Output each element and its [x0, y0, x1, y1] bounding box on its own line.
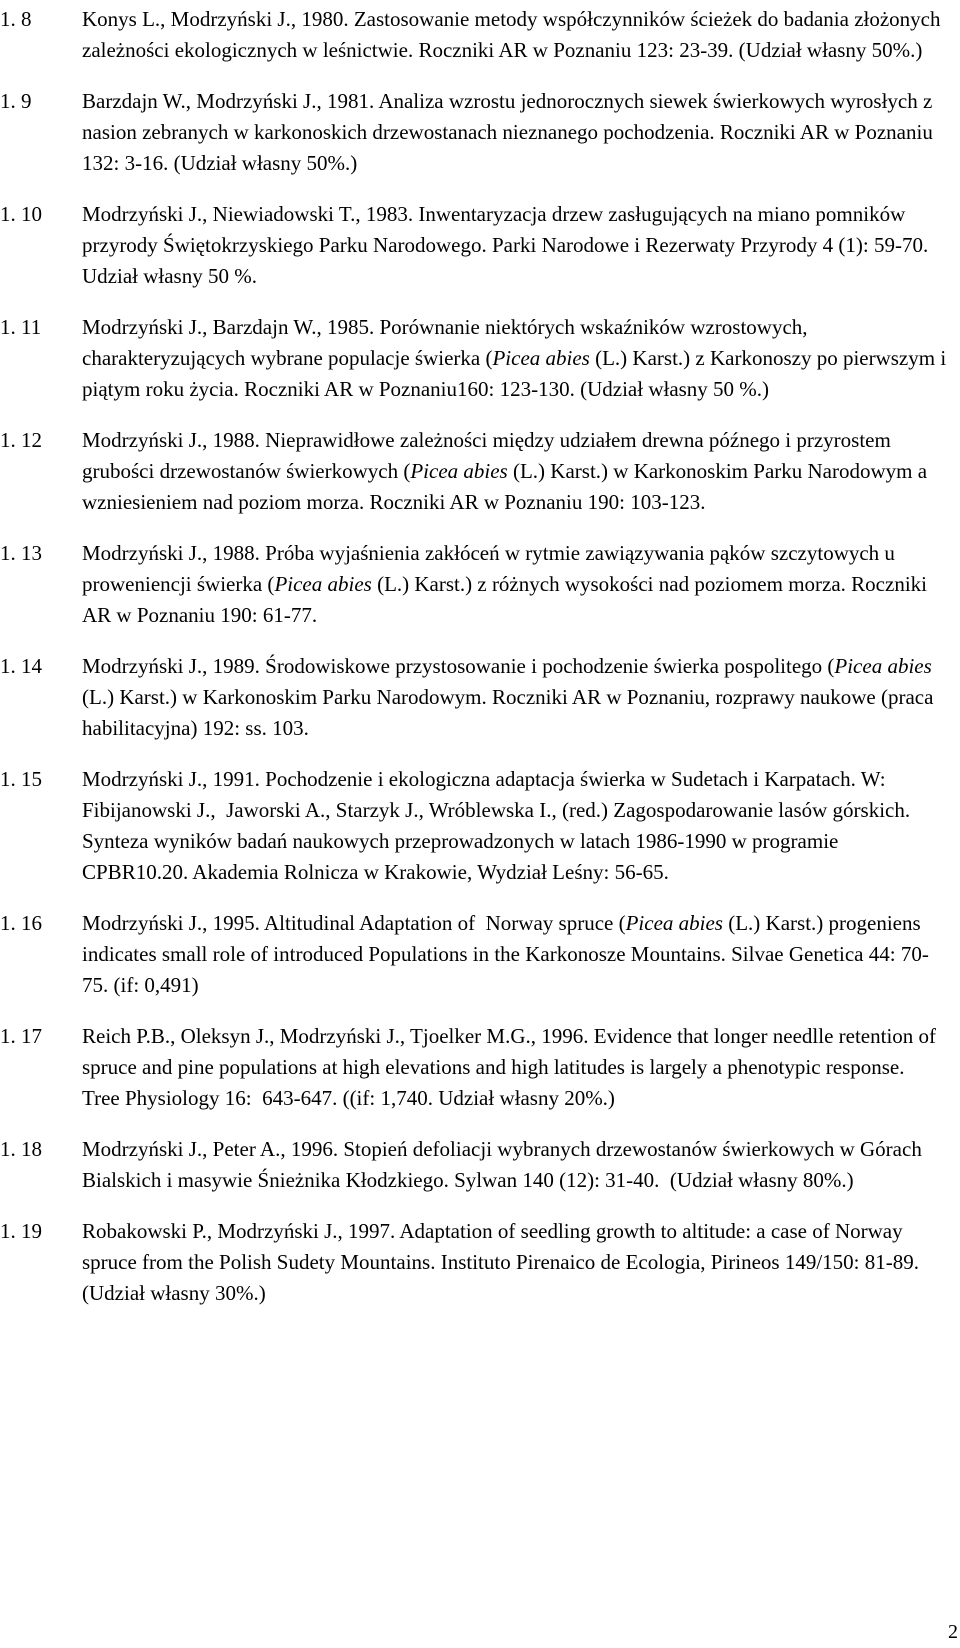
reference-item — [0, 764, 952, 888]
reference-number: 1. 8 — [0, 7, 32, 31]
reference-number: 1. 13 — [0, 541, 42, 565]
species-name-italic: Picea abies — [410, 459, 508, 483]
reference-number: 1. 19 — [0, 1219, 42, 1243]
reference-text-segment: Modrzyński J., 1988. Próba wyjaśnienia zakłóceń w rytmie zawiązywania pąków szczytowych u proweniencji świerka ( — [82, 541, 901, 596]
reference-text-segment: (L.) Karst.) w Karkonoskim Parku Narodowym. Roczniki AR w Poznaniu, rozprawy naukowe (praca habilitacyjna) 192: ss. 103. — [82, 654, 939, 740]
reference-text — [82, 1216, 947, 1309]
reference-text — [82, 764, 947, 888]
reference-text-segment: (L.) Karst.) w Karkonoskim Parku Narodowym a wzniesieniem nad poziom morza. Roczniki AR w Poznaniu 190: 103-123. — [82, 459, 933, 514]
reference-item — [0, 908, 952, 1001]
reference-text — [82, 651, 947, 744]
reference-text — [82, 425, 947, 518]
reference-item — [0, 1216, 952, 1309]
species-name-italic: Picea abies — [834, 654, 932, 678]
reference-number: 1. 9 — [0, 89, 32, 113]
reference-text-segment: Reich P.B., Oleksyn J., Modrzyński J., Tjoelker M.G., 1996. Evidence that longer needlle retention of spruce and pine populations at high elevations and high latitudes is largely a phenotypic response. Tree Physiology 16: 643-647. ((if: 1,740. Udział własny 20%.) — [82, 1024, 942, 1110]
reference-text-segment: (L.) Karst.) z Karkonoszy po pierwszym i piątym roku życia. Roczniki AR w Poznaniu160: 123-130. (Udział własny 50 %.) — [82, 346, 952, 401]
species-name-italic: Picea abies — [492, 346, 590, 370]
reference-text-segment: Modrzyński J., Niewiadowski T., 1983. Inwentaryzacja drzew zasługujących na miano pomników przyrody Świętokrzyskiego Parku Narodowego. Parki Narodowe i Rezerwaty Przyrody 4 (1): 59-70. Udział własny 50 %. — [82, 202, 934, 288]
reference-number: 1. 15 — [0, 767, 42, 791]
reference-text — [82, 199, 947, 292]
reference-item — [0, 86, 952, 179]
reference-text — [82, 1134, 947, 1196]
reference-number: 1. 11 — [0, 315, 42, 339]
reference-text — [82, 312, 952, 405]
reference-text-segment: Modrzyński J., 1991. Pochodzenie i ekologiczna adaptacja świerka w Sudetach i Karpatach. W: Fibijanowski J., Jaworski A., Starzyk J., Wróblewska I., (red.) Zagospodarowanie lasów górskich. Synteza wyników badań naukowych przeprowadzonych w latach 1986-1990 w programie CPBR10.20. Akademia Rolnicza w Krakowie, Wydział Leśny: 56-65. — [82, 767, 916, 884]
reference-item — [0, 1134, 952, 1196]
reference-item — [0, 1021, 952, 1114]
reference-number: 1. 18 — [0, 1137, 42, 1161]
reference-number: 1. 10 — [0, 202, 42, 226]
reference-text — [82, 538, 947, 631]
page-number: 2 — [948, 1621, 958, 1643]
reference-number: 1. 12 — [0, 428, 42, 452]
reference-list — [0, 4, 952, 1329]
reference-number: 1. 14 — [0, 654, 42, 678]
reference-text-segment: Barzdajn W., Modrzyński J., 1981. Analiza wzrostu jednorocznych siewek świerkowych wyrosłych z nasion zebranych w karkonoskich drzewostanach nieznanego pochodzenia. Roczniki AR w Poznaniu 132: 3-16. (Udział własny 50%.) — [82, 89, 939, 175]
reference-text-segment: Robakowski P., Modrzyński J., 1997. Adaptation of seedling growth to altitude: a case of Norway spruce from the Polish Sudety Mountains. Instituto Pirenaico de Ecologia, Pirineos 149/150: 81-89. (Udział własny 30%.) — [82, 1219, 930, 1305]
reference-item — [0, 199, 952, 292]
reference-item — [0, 4, 952, 66]
reference-text-segment: Konys L., Modrzyński J., 1980. Zastosowanie metody współczynników ścieżek do badania złożonych zależności ekologicznych w leśnictwie. Roczniki AR w Poznaniu 123: 23-39. (Udział własny 50%.) — [82, 7, 946, 62]
reference-item — [0, 538, 952, 631]
reference-text — [82, 908, 947, 1001]
reference-text-segment: (L.) Karst.) z różnych wysokości nad poziomem morza. Roczniki AR w Poznaniu 190: 61-77. — [82, 572, 932, 627]
reference-item — [0, 312, 952, 405]
species-name-italic: Picea abies — [625, 911, 723, 935]
reference-text-segment: Modrzyński J., Barzdajn W., 1985. Porównanie niektórych wskaźników wzrostowych, charakteryzujących wybrane populacje świerka ( — [82, 315, 813, 370]
reference-text-segment: Modrzyński J., 1988. Nieprawidłowe zależności między udziałem drewna późnego i przyrostem grubości drzewostanów świerkowych ( — [82, 428, 897, 483]
reference-number: 1. 17 — [0, 1024, 42, 1048]
reference-text-segment: Modrzyński J., 1989. Środowiskowe przystosowanie i pochodzenie świerka pospolitego ( — [82, 654, 835, 678]
reference-item — [0, 425, 952, 518]
reference-text-segment: (L.) Karst.) progeniens indicates small role of introduced Populations in the Karkonosze Mountains. Silvae Genetica 44: 70-75. (if: 0,491) — [82, 911, 929, 997]
reference-text-segment: Modrzyński J., Peter A., 1996. Stopień defoliacji wybranych drzewostanów świerkowych w Górach Bialskich i masywie Śnieżnika Kłodzkiego. Sylwan 140 (12): 31-40. (Udział własny 80%.) — [82, 1137, 928, 1192]
reference-text-segment: Modrzyński J., 1995. Altitudinal Adaptation of Norway spruce ( — [82, 911, 626, 935]
reference-number: 1. 16 — [0, 911, 42, 935]
reference-item — [0, 651, 952, 744]
species-name-italic: Picea abies — [274, 572, 372, 596]
reference-text — [82, 86, 947, 179]
reference-text — [82, 1021, 947, 1114]
reference-text — [82, 4, 947, 66]
